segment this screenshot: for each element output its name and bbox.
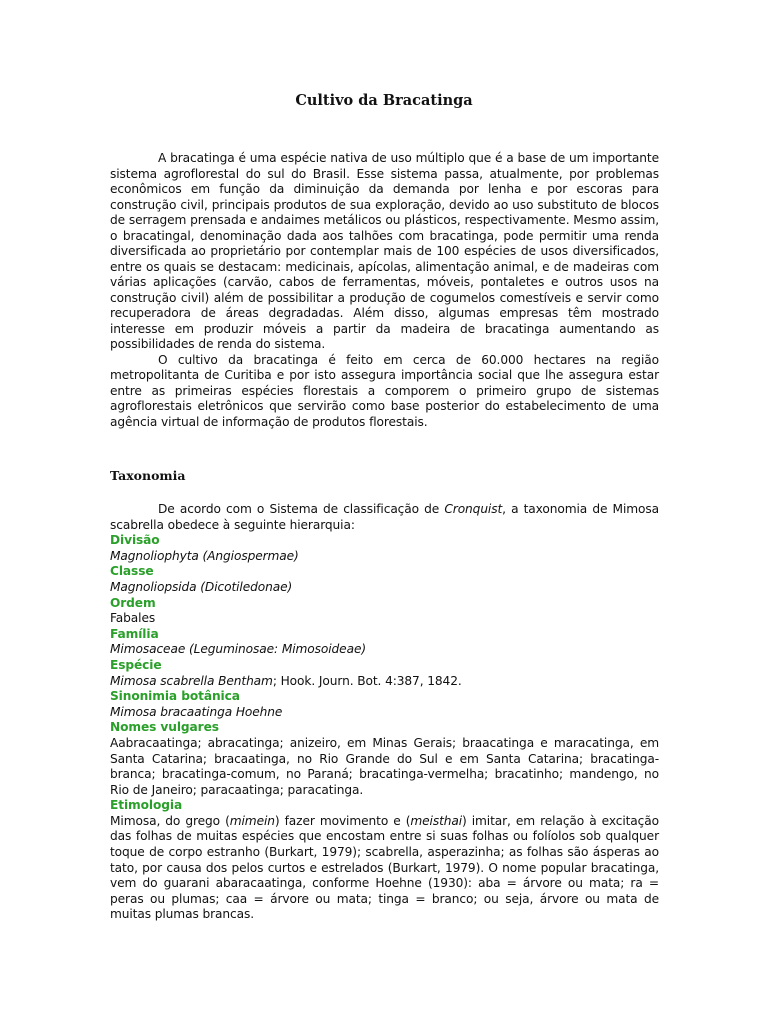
etimologia-meisthai: meisthai: [410, 813, 463, 828]
sinonimia-label: Sinonimia botânica: [110, 689, 240, 704]
especie-label: Espécie: [110, 657, 162, 672]
classe-label: Classe: [110, 564, 154, 579]
taxonomy-intro-rest: , a taxonomia de Mimosa scabrella obedece à seguinte hierarquia:: [110, 502, 659, 532]
etimologia-text-1: Mimosa, do grego (: [110, 813, 230, 828]
etimologia-value: [110, 814, 659, 923]
especie-name: Mimosa scabrella Bentham: [110, 673, 273, 688]
intro-paragraph-2: O cultivo da bracatinga é feito em cerca de 60.000 hectares na região metropolitanta de Curitiba e por isto assegura importância social que lhe assegura estar entre as primeiras espécies florestais a comporem o primeiro grupo de sistemas agroflorestais eletrônicos que servirão como base posterior do estabelecimento de uma agência virtual de informação de produtos florestais.: [110, 352, 659, 429]
familia-label: Família: [110, 626, 159, 641]
taxonomy-heading: Taxonomia: [110, 468, 186, 483]
taxonomy-intro-cronquist: Cronquist: [444, 502, 503, 516]
etimologia-text-2: ) fazer movimento e (: [274, 813, 411, 828]
taxonomy-section: [110, 502, 659, 923]
taxonomy-intro-text: De acordo com o Sistema de classificação de: [158, 502, 445, 516]
ordem-value: Fabales: [110, 611, 156, 626]
familia-value: Mimosaceae (Leguminosae: Mimosoideae): [110, 642, 367, 657]
especie-value: [110, 674, 659, 690]
sinonimia-value: Mimosa bracaatinga Hoehne: [110, 704, 283, 719]
taxonomy-intro: [110, 502, 659, 533]
etimologia-text-3: ) imitar, em relação à excitação das folhas de muitas espécies que encostam entre si suas folhas ou folíolos sob qualquer toque de corpo estranho (Burkart, 1979); scabrella, asperazinha; as folhas são ásperas ao tato, por causa dos pelos curtos e estrelados (Burkart, 1979). O nome popular bracatinga, vem do guarani abaracaatinga, conforme Hoehne (1930): aba = árvore ou mata; ra = peras ou plumas; caa = árvore ou mata; tinga = branco; ou seja, árvore ou mata de muitas plumas brancas.: [110, 813, 659, 922]
intro-paragraph-1: A bracatinga é uma espécie nativa de uso múltiplo que é a base de um importante sistema agroflorestal do sul do Brasil. Esse sistema passa, atualmente, por problemas econômicos em função da diminuição da demanda por lenha e por escoras para construção civil, principais produtos de sua exploração, devido ao uso substituto de blocos de serragem prensada e andaimes metálicos ou plásticos, respectivamente. Mesmo assim, o bracatingal, denominação dada aos talhões com bracatinga, pode permitir uma renda diversificada ao proprietário por contemplar mais de 100 espécies de usos diversificados, entre os quais se destacam: medicinais, apícolas, alimentação animal, e de madeiras com várias aplicações (carvão, cabos de ferramentas, móveis, pontaletes e outros usos na construção civil) além de possibilitar a produção de cogumelos comestíveis e servir como recuperadora de áreas degradadas. Além disso, algumas empresas têm mostrado interesse em produzir móveis a partir da madeira de bracatinga aumentando as possibilidades de renda do sistema.: [110, 151, 659, 351]
document-title: Cultivo da Bracatinga: [295, 92, 473, 109]
classe-value: Magnoliopsida (Dicotiledonae): [110, 579, 293, 594]
ordem-label: Ordem: [110, 595, 156, 610]
divisao-label: Divisão: [110, 533, 160, 548]
especie-reference: ; Hook. Journ. Bot. 4:387, 1842.: [272, 673, 462, 688]
intro-section: [110, 151, 659, 430]
etimologia-label: Etimologia: [110, 798, 183, 813]
nomes-vulgares-label: Nomes vulgares: [110, 720, 219, 735]
nomes-vulgares-value: Aabracaatinga; abracatinga; anizeiro, em Minas Gerais; braacatinga e maracatinga, em Santa Catarina; bracaatinga, no Rio Grande do Sul e em Santa Catarina; bracatinga-branca; bracatinga-comum, no Paraná; bracatinga-vermelha; bracatinho; mandengo, no Rio de Janeiro; paracaatinga; paracatinga.: [110, 735, 659, 797]
divisao-value: Magnoliophyta (Angiospermae): [110, 548, 299, 563]
etimologia-mimein: mimein: [229, 813, 275, 828]
